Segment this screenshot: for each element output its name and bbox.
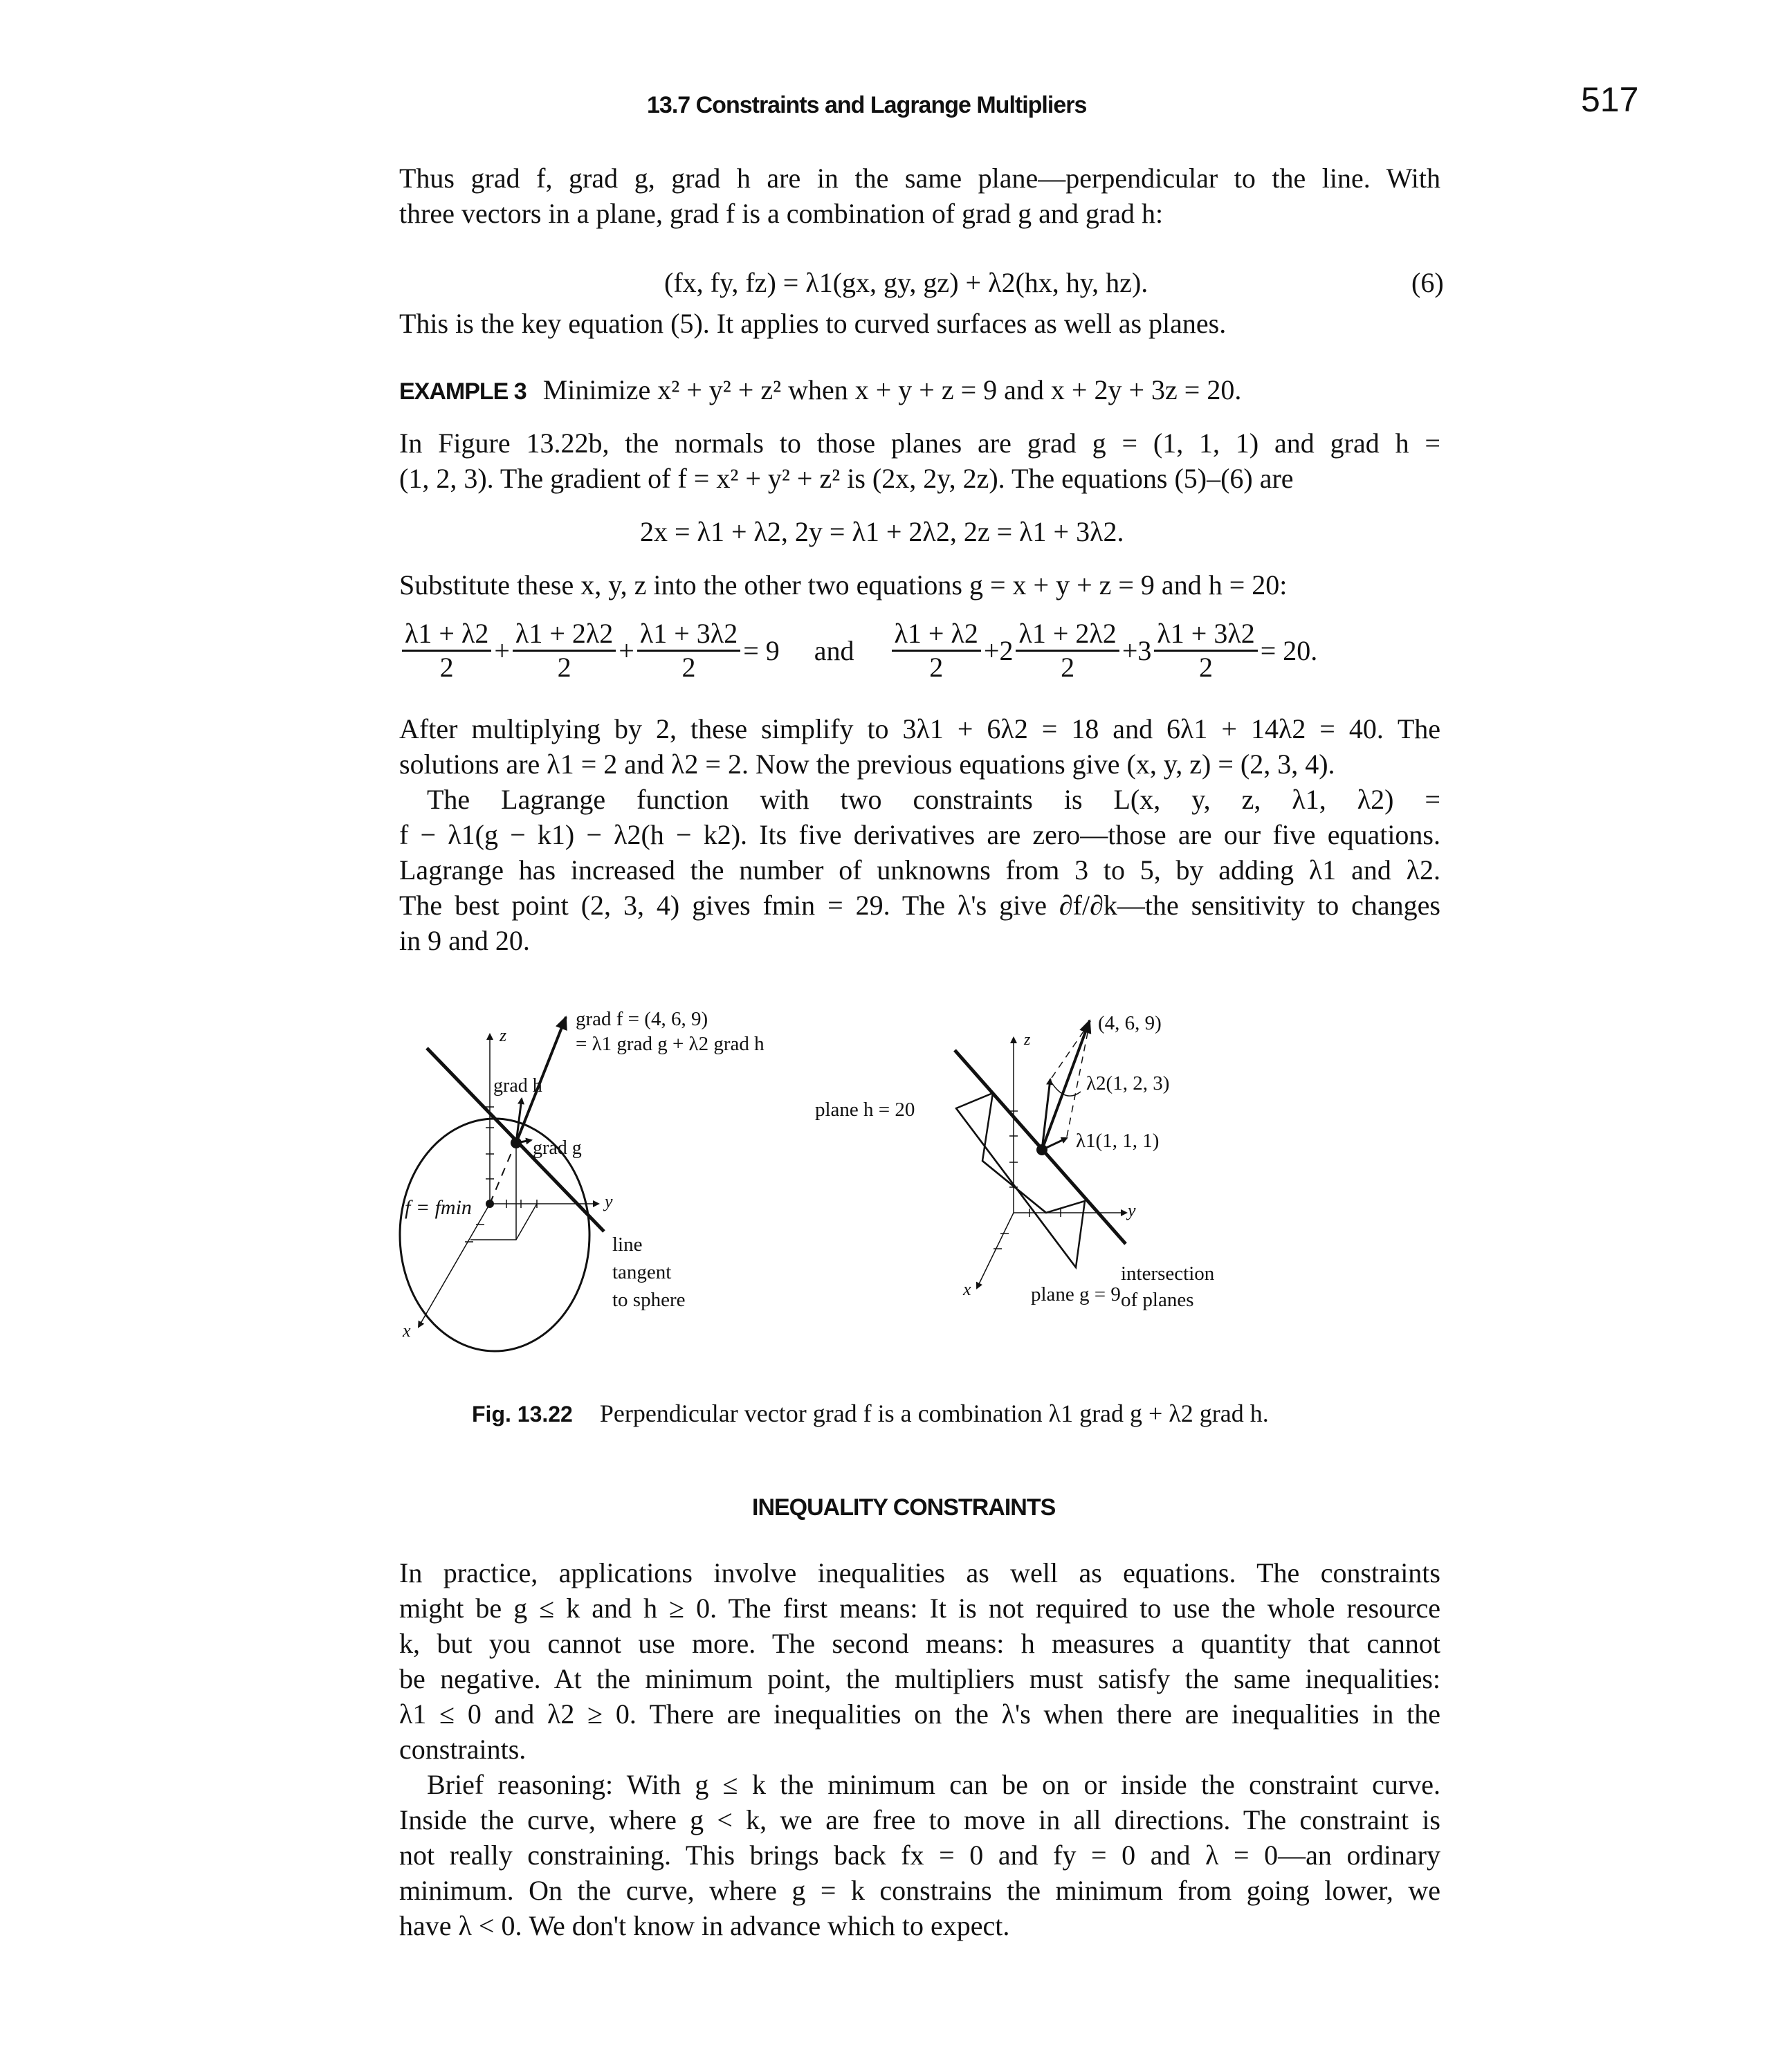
- grad-h-label: grad h: [493, 1075, 542, 1097]
- text-line: Inside the curve, where g < k, we are free to move in all directions. The constraint is: [399, 1804, 1440, 1835]
- x-axis: [977, 1213, 1014, 1288]
- text-line: This is the key equation (5). It applies to curved surfaces as well as planes.: [399, 308, 1227, 339]
- intersection-label-1: intersection: [1121, 1263, 1215, 1285]
- text-line: In practice, applications involve inequalities as well as equations. The constraints: [399, 1557, 1440, 1588]
- figure-caption: [472, 1399, 1269, 1428]
- point-label: (4, 6, 9): [1098, 1012, 1162, 1034]
- plane-h-20: [956, 1093, 1085, 1267]
- figure-13-22: [387, 996, 1467, 1384]
- text-line: minimum. On the curve, where g = k constrains the minimum from going lower, we: [399, 1875, 1440, 1906]
- coefficient: 2: [999, 635, 1014, 666]
- inequality-paragraph-2: [399, 1767, 1440, 1943]
- fraction: $\frac{\lambda 1 + \lambda 2}{2}$: [892, 618, 981, 684]
- fraction: $\frac{\lambda 1 + 2\lambda 2}{2}$: [1016, 618, 1119, 684]
- left-diagram: [400, 1008, 765, 1351]
- gradient-equations: 2x = λ1 + λ2, 2y = λ1 + 2λ2, 2z = λ1 + 3λ2.: [640, 516, 1124, 547]
- z-axis-label: z: [1024, 1031, 1031, 1049]
- coefficient: 3: [1137, 635, 1152, 666]
- grad-g-label: grad g: [533, 1137, 582, 1159]
- equals-20: = 20.: [1260, 635, 1318, 666]
- plane-g-9-edge: [982, 1161, 1046, 1213]
- text-line: The best point (2, 3, 4) gives fmin = 29. The λ's give ∂f/∂k—the sensitivity to changes: [399, 890, 1440, 921]
- caption-label: Fig. 13.22: [472, 1402, 573, 1427]
- z-axis-label: z: [500, 1025, 507, 1045]
- intro-closing: [399, 306, 1440, 341]
- tangent-label-1: line: [612, 1234, 643, 1256]
- solution-paragraph: [399, 711, 1440, 958]
- substitute-line: [399, 567, 1440, 603]
- fraction: $\frac{\lambda 1 + \lambda 2}{2}$: [402, 618, 491, 684]
- text-line: f − λ1(g − k1) − λ2(h − k2). Its five derivatives are zero—those are our five equations.: [399, 819, 1440, 850]
- x-axis-label: x: [403, 1321, 411, 1341]
- equals-9: = 9: [743, 635, 780, 666]
- projection-box: [470, 1204, 537, 1240]
- lambda1-label: λ1(1, 1, 1): [1076, 1130, 1160, 1152]
- text-line: Thus grad f, grad g, grad h are in the same plane—perpendicular to the line. With: [399, 163, 1440, 194]
- example-statement: Minimize x² + y² + z² when x + y + z = 9 and x + 2y + 3z = 20.: [542, 374, 1242, 405]
- text-line: Substitute these x, y, z into the other two equations g = x + y + z = 9 and h = 20:: [399, 569, 1288, 600]
- intersection-label-2: of planes: [1121, 1289, 1194, 1311]
- page-number: 517: [1581, 80, 1639, 119]
- caption-text: Perpendicular vector grad f is a combination λ1 grad g + λ2 grad h.: [599, 1400, 1269, 1427]
- text-line: After multiplying by 2, these simplify to 3λ1 + 6λ2 = 18 and 6λ1 + 14λ2 = 40. The: [399, 713, 1441, 744]
- x-axis: [419, 1204, 490, 1327]
- text-line: (1, 2, 3). The gradient of f = x² + y² + z² is (2x, 2y, 2z). The equations (5)–(6) are: [399, 463, 1294, 494]
- running-header: 13.7 Constraints and Lagrange Multipliers: [647, 92, 1087, 118]
- equation-6: (fx, fy, fz) = λ1(gx, gy, gz) + λ2(hx, hy, hz).: [664, 267, 1148, 298]
- section-heading: INEQUALITY CONSTRAINTS: [752, 1494, 1056, 1521]
- example-paragraph: [399, 425, 1440, 496]
- example-label: EXAMPLE 3: [399, 378, 527, 405]
- origin-point: [486, 1200, 494, 1208]
- inequality-paragraph-1: [399, 1555, 1440, 1767]
- example-heading: [399, 374, 1241, 406]
- intro-paragraph: [399, 161, 1440, 231]
- tangent-label-3: to sphere: [612, 1289, 686, 1311]
- text-line: be negative. At the minimum point, the multipliers must satisfy the same inequalities:: [399, 1663, 1440, 1694]
- text-line: solutions are λ1 = 2 and λ2 = 2. Now the previous equations give (x, y, z) = (2, 3, 4).: [399, 749, 1335, 780]
- grad-f-label-1: grad f = (4, 6, 9): [576, 1008, 708, 1030]
- y-axis-label: y: [605, 1191, 613, 1211]
- text-line: not really constraining. This brings back fx = 0 and fy = 0 and λ = 0—an ordinary: [399, 1840, 1440, 1871]
- fraction: $\frac{\lambda 1 + 3\lambda 2}{2}$: [1154, 618, 1257, 684]
- plane-g-label: plane g = 9: [1031, 1283, 1121, 1305]
- dashed-line: [490, 1142, 516, 1204]
- plane-h-label: plane h = 20: [815, 1099, 915, 1121]
- right-diagram: [815, 1012, 1215, 1311]
- lambda2-label: λ2(1, 2, 3): [1086, 1072, 1170, 1094]
- fraction-equations: $\frac{\lambda 1 + \lambda 2}{2}$ + $\frac{\lambda 1 + 2\lambda 2}{2}$ + $\frac{\lambda 1 + 3\lambda 2}{2}$ = 9 and $\frac{\lambda 1 + \lambda 2}{2}$ + 2 $\frac{\lambda 1 + 2\lambda 2}{2}$ + 3 $\frac{\lambda 1 + 3\lambda 2}{2}$ = 20.: [399, 618, 1317, 684]
- fraction: $\frac{\lambda 1 + 2\lambda 2}{2}$: [513, 618, 616, 684]
- connector-and: and: [814, 635, 854, 666]
- tangent-label-2: tangent: [612, 1261, 672, 1283]
- text-line: Brief reasoning: With g ≤ k the minimum can be on or inside the constraint curve.: [427, 1769, 1440, 1800]
- f-min-label: f = fmin: [405, 1196, 472, 1219]
- x-axis-label: x: [963, 1279, 971, 1299]
- text-line: In Figure 13.22b, the normals to those planes are grad g = (1, 1, 1) and grad h =: [399, 428, 1440, 459]
- y-axis-label: y: [1128, 1200, 1136, 1220]
- text-line: λ1 ≤ 0 and λ2 ≥ 0. There are inequalities on the λ's when there are inequalities in the: [399, 1698, 1440, 1730]
- grad-f-label-2: = λ1 grad g + λ2 grad h: [576, 1033, 765, 1055]
- text-line: three vectors in a plane, grad f is a combination of grad g and grad h:: [399, 198, 1164, 229]
- equation-number: (6): [1411, 267, 1444, 298]
- text-line: constraints.: [399, 1734, 527, 1765]
- text-line: might be g ≤ k and h ≥ 0. The first means: It is not required to use the whole resource: [399, 1593, 1440, 1624]
- text-line: in 9 and 20.: [399, 925, 530, 956]
- fraction: $\frac{\lambda 1 + 3\lambda 2}{2}$: [637, 618, 740, 684]
- text-line: k, but you cannot use more. The second means: h measures a quantity that cannot: [399, 1628, 1440, 1659]
- text-line: The Lagrange function with two constraints is L(x, y, z, λ1, λ2) =: [427, 784, 1440, 815]
- text-line: have λ < 0. We don't know in advance which to expect.: [399, 1910, 1010, 1941]
- text-line: Lagrange has increased the number of unknowns from 3 to 5, by adding λ1 and λ2.: [399, 854, 1440, 886]
